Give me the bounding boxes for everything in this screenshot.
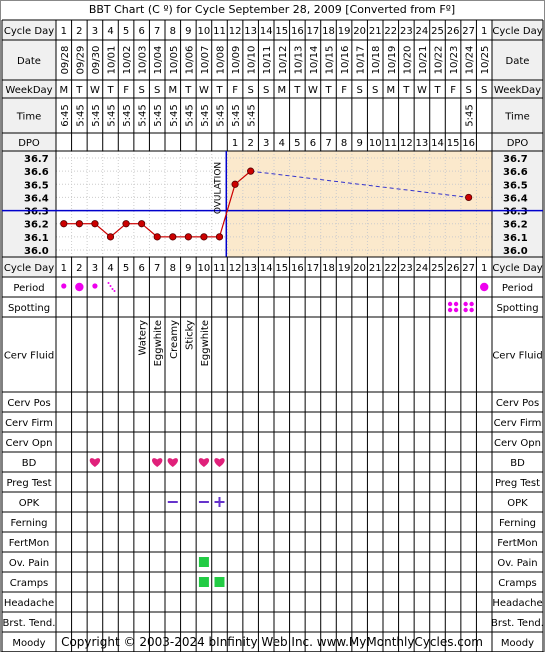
spotting-dot [469,308,473,312]
time-value: 5:45 [137,104,149,127]
date-value: 10/04 [153,45,165,75]
symptom-cerv-opn-label-left: Cerv Opn [5,438,53,449]
cycle-day-value: 3 [91,26,99,37]
cycle-day-lower-value: 11 [213,263,226,274]
date-value: 10/10 [246,45,258,75]
cycle-day-lower-value: 25 [431,263,444,274]
weekday-value: T [403,85,410,96]
temp-point [232,181,238,187]
temp-axis-label-left: 36.3 [24,206,49,218]
cycle-day-value: 15 [275,26,289,37]
weekday-value: S [356,85,363,96]
symptom-cerv-opn-label-right: Cerv Opn [494,438,541,449]
weekday-value: W [416,85,427,96]
dpo-value: 15 [446,138,460,149]
temp-point [92,221,98,227]
time-label-right: Time [505,111,530,123]
cycle-day-lower-value: 5 [122,263,130,274]
cycle-day-lower-value: 2 [76,263,83,274]
period-spot [114,290,116,292]
cycle-day-label-left: Cycle Day [3,26,55,37]
date-value: 10/16 [340,45,352,75]
weekday-value: W [198,85,209,96]
date-value: 10/07 [199,45,211,75]
time-value: 5:45 [90,104,102,127]
temp-point [154,234,160,240]
dpo-value: 2 [247,138,254,149]
cycle-day-value: 27 [462,26,476,37]
dpo-value: 14 [431,138,444,149]
weekday-value: T [76,85,83,96]
weekday-value: M [168,85,178,96]
temp-point [216,234,222,240]
symptom-period-label-right: Period [501,283,534,294]
temp-point [201,234,207,240]
symptom-cerv-pos-label-left: Cerv Pos [7,398,51,409]
cycle-day-value: 18 [322,26,335,37]
weekday-value: S [154,85,161,96]
temp-axis-label-right: 36.5 [503,180,528,192]
date-value: 10/05 [168,45,180,75]
weekday-value: F [341,85,347,96]
period-dot [480,283,488,291]
cycle-day-value: 16 [290,26,304,37]
symptom-square [199,577,209,587]
cycle-day-lower-value: 6 [138,263,145,274]
weekday-value: T [216,85,223,96]
weekday-value: F [232,85,238,96]
date-value: 10/14 [308,45,320,75]
cycle-day-lower-value: 14 [259,263,273,274]
symptom-preg-test-label-left: Preg Test [6,478,52,489]
date-value: 10/13 [293,45,305,75]
time-value: 5:45 [231,104,243,127]
temp-point [465,194,471,200]
cycle-day-lower-value: 9 [185,263,192,274]
cycle-day-lower-value: 26 [446,263,460,274]
date-value: 10/06 [184,45,196,75]
time-value: 5:45 [153,104,165,127]
time-value: 5:45 [106,104,118,127]
dpo-value: 7 [325,138,332,149]
cycle-day-value: 17 [306,26,320,37]
time-value: 5:45 [75,104,87,127]
temp-axis-label-left: 36.4 [24,193,49,205]
weekday-value: M [59,85,69,96]
weekday-value: M [277,85,287,96]
weekday-label-right: WeekDay [493,85,542,96]
date-value: 10/11 [262,45,274,75]
cerv-fluid-value: Eggwhite [153,320,165,367]
period-spot [112,288,114,290]
symptom-cramps-label-right: Cramps [498,578,537,589]
cycle-day-lower-value: 8 [169,263,176,274]
cerv-fluid-value: Sticky [184,320,196,350]
date-value: 10/18 [371,45,383,75]
period-dot [75,283,83,291]
symptom-ferning-label-right: Ferning [498,518,537,529]
dpo-value: 1 [231,138,239,149]
temp-axis-label-right: 36.1 [503,232,528,244]
weekday-value: T [107,85,114,96]
dpo-value: 12 [399,138,413,149]
cycle-day-value: 6 [138,26,145,37]
cycle-day-lower-value: 4 [107,263,114,274]
symptom-opk-label-left: OPK [18,498,40,509]
temperature-plot [2,151,543,257]
cycle-day-value: 19 [337,26,351,37]
date-label-right: Date [505,56,530,67]
symptom-cerv-fluid-label-right: Cerv Fluid [492,350,543,362]
symptom-bd-label-left: BD [21,458,37,469]
temp-axis-label-right: 36.7 [503,154,528,165]
period-dot-small [92,283,97,288]
temp-axis-label-left: 36.5 [24,180,49,192]
symptom-cerv-fluid-label-left: Cerv Fluid [3,350,55,362]
cerv-fluid-value: Creamy [168,320,180,359]
time-value: 5:45 [199,104,211,127]
date-value: 10/17 [355,45,367,75]
cycle-day-value: 2 [76,26,83,37]
weekday-label-left: WeekDay [5,85,53,96]
time-value: 5:45 [168,104,180,127]
date-value: 10/12 [277,45,289,75]
temp-axis-label-left: 36.2 [24,219,49,231]
cycle-day-lower-value: 1 [60,263,67,274]
cycle-day-lower-label-right: Cycle Day [492,263,543,274]
cycle-day-value: 8 [169,26,176,37]
symptom-moody-label-right: Moody [500,638,535,649]
cycle-day-lower-value: 13 [244,263,258,274]
spotting-dot [454,308,458,312]
date-value: 10/20 [402,45,414,75]
date-value: 10/23 [449,45,461,75]
date-value: 10/03 [137,45,149,75]
date-value: 10/25 [480,45,492,75]
date-value: 10/09 [231,45,243,75]
time-label-left: Time [16,111,42,123]
cycle-day-lower-value: 24 [415,263,429,274]
temp-point [170,234,176,240]
temp-point [185,234,191,240]
cycle-day-lower-value: 18 [322,263,335,274]
symptom-opk-label-right: OPK [507,498,528,509]
dpo-value: 9 [356,138,363,149]
date-value: 10/15 [324,45,336,75]
date-value: 09/30 [90,45,102,75]
weekday-value: W [307,85,318,96]
cycle-day-lower-value: 21 [368,263,382,274]
date-value: 10/08 [215,45,227,75]
weekday-value: F [123,85,129,96]
date-value: 10/21 [417,45,429,75]
cycle-day-lower-value: 10 [197,263,211,274]
temp-point [123,221,129,227]
symptom-brst-tend-label-left: Brst. Tend. [2,618,56,629]
weekday-value: S [138,85,145,96]
cycle-day-lower-value: 16 [290,263,304,274]
weekday-value: T [325,85,332,96]
dpo-value: 6 [309,138,317,149]
cycle-day-value: 14 [259,26,273,37]
symptom-cerv-firm-label-right: Cerv Firm [493,418,542,429]
weekday-value: M [386,85,396,96]
cycle-day-lower-value: 3 [91,263,99,274]
cycle-day-value: 20 [353,26,367,37]
dpo-value: 11 [384,138,398,149]
cycle-day-lower-value: 27 [462,263,476,274]
ovulation-label: OVULATION [213,161,224,215]
temp-axis-label-left: 36.1 [24,232,49,244]
temp-point [76,221,82,227]
cycle-day-value: 22 [384,26,398,37]
cycle-day-value: 11 [213,26,226,37]
weekday-value: F [450,85,456,96]
spotting-dot [448,308,452,312]
cycle-day-value: 5 [122,26,130,37]
dpo-value: 16 [462,138,476,149]
cycle-day-lower-value: 19 [337,263,351,274]
cycle-day-lower-value: 17 [306,263,320,274]
spotting-dot [448,302,452,306]
cycle-day-value: 7 [154,26,161,37]
time-value: 5:45 [122,104,134,127]
time-value: 6:45 [59,104,71,127]
spotting-dot [463,308,467,312]
weekday-value: S [481,85,488,96]
cycle-day-value: 13 [244,26,258,37]
chart-title: BBT Chart (C º) for Cycle September 28, 2009 [Converted from Fº] [88,3,456,16]
post-ovulation-shading [227,151,492,257]
weekday-value: S [247,85,254,96]
weekday-value: S [465,85,472,96]
date-value: 10/02 [122,45,134,75]
symptom-brst-tend-label-right: Brst. Tend. [491,618,544,629]
symptom-cerv-firm-label-left: Cerv Firm [5,418,53,429]
cycle-day-value: 4 [107,26,114,37]
temp-point [61,221,67,227]
temp-point [107,234,113,240]
period-spot [108,282,110,284]
temp-axis-label-right: 36.2 [503,219,528,231]
symptom-bd-label-right: BD [510,458,525,469]
dpo-value: 13 [415,138,429,149]
symptom-cerv-pos-label-right: Cerv Pos [495,398,540,409]
symptom-square [215,577,225,587]
dpo-label-right: DPO [506,138,529,149]
cycle-day-lower-value: 7 [154,263,161,274]
weekday-value: T [294,85,301,96]
cycle-day-label-right: Cycle Day [492,26,543,37]
symptom-ferning-label-left: Ferning [10,518,48,529]
cerv-fluid-value: Watery [137,320,149,356]
temp-point [247,168,253,174]
symptom-headache-label-right: Headache [492,598,543,609]
temp-axis-label-right: 36.4 [503,193,528,205]
symptom-square [199,557,209,567]
cycle-day-lower-value: 1 [481,263,488,274]
date-value: 10/01 [106,45,118,75]
copyright-footer: Copyright © 2003-2024 bInfinity Web Inc. www.MyMonthlyCycles.com [61,635,483,649]
date-value: 09/29 [75,45,87,75]
cycle-day-value: 12 [228,26,242,37]
date-value: 10/19 [386,45,398,75]
dpo-value: 8 [340,138,348,149]
cerv-fluid-value: Eggwhite [199,320,211,367]
temp-axis-label-right: 36.6 [503,167,528,179]
time-value: 5:45 [464,104,476,127]
cycle-day-lower-value: 22 [384,263,398,274]
symptom-headache-label-left: Headache [3,598,55,609]
date-value: 10/22 [433,45,445,75]
cycle-day-lower-value: 23 [399,263,413,274]
weekday-value: T [185,85,192,96]
period-dot-small [61,283,66,288]
temp-axis-label-right: 36.0 [503,246,528,257]
symptom-fertmon-label-left: FertMon [8,538,50,549]
dpo-value: 10 [368,138,382,149]
time-value: 5:45 [184,104,196,127]
cycle-day-value: 10 [197,26,211,37]
cycle-day-value: 1 [481,26,488,37]
dpo-label-left: DPO [18,138,40,149]
weekday-value: W [89,85,100,96]
cycle-day-value: 26 [446,26,460,37]
symptom-cramps-label-left: Cramps [9,578,49,589]
weekday-value: T [434,85,441,96]
dpo-value: 5 [294,138,301,149]
symptom-ov-pain-label-right: Ov. Pain [497,558,538,569]
weekday-value: S [263,85,270,96]
temp-axis-label-left: 36.0 [24,246,49,257]
cycle-day-value: 9 [185,26,192,37]
cycle-day-value: 1 [60,26,67,37]
temp-point [138,221,144,227]
symptom-ov-pain-label-left: Ov. Pain [8,558,50,569]
cycle-day-lower-value: 15 [275,263,289,274]
cycle-day-value: 21 [368,26,382,37]
spotting-dot [469,302,473,306]
time-value: 5:45 [246,104,258,127]
date-value: 10/24 [464,45,476,75]
dpo-value: 3 [263,138,270,149]
cycle-day-value: 23 [399,26,413,37]
temp-axis-label-left: 36.7 [24,154,49,165]
cycle-day-lower-value: 12 [228,263,242,274]
time-value: 5:45 [215,104,227,127]
symptom-moody-label-left: Moody [12,638,46,649]
cycle-day-lower-label-left: Cycle Day [3,263,55,274]
cycle-day-lower-value: 20 [353,263,367,274]
temp-axis-label-left: 36.6 [24,167,49,179]
spotting-dot [454,302,458,306]
cycle-day-value: 24 [415,26,429,37]
symptom-spotting-label-right: Spotting [496,303,539,314]
symptom-preg-test-label-right: Preg Test [494,478,541,489]
spotting-dot [463,302,467,306]
temp-axis-label-right: 36.3 [503,206,528,218]
date-value: 09/28 [59,45,71,75]
cycle-day-value: 25 [431,26,444,37]
date-label-left: Date [17,56,41,67]
dpo-value: 4 [278,138,285,149]
symptom-period-label-left: Period [13,283,45,294]
period-spot [110,285,112,287]
weekday-value: S [372,85,379,96]
symptom-spotting-label-left: Spotting [7,303,51,314]
symptom-fertmon-label-right: FertMon [497,538,538,549]
